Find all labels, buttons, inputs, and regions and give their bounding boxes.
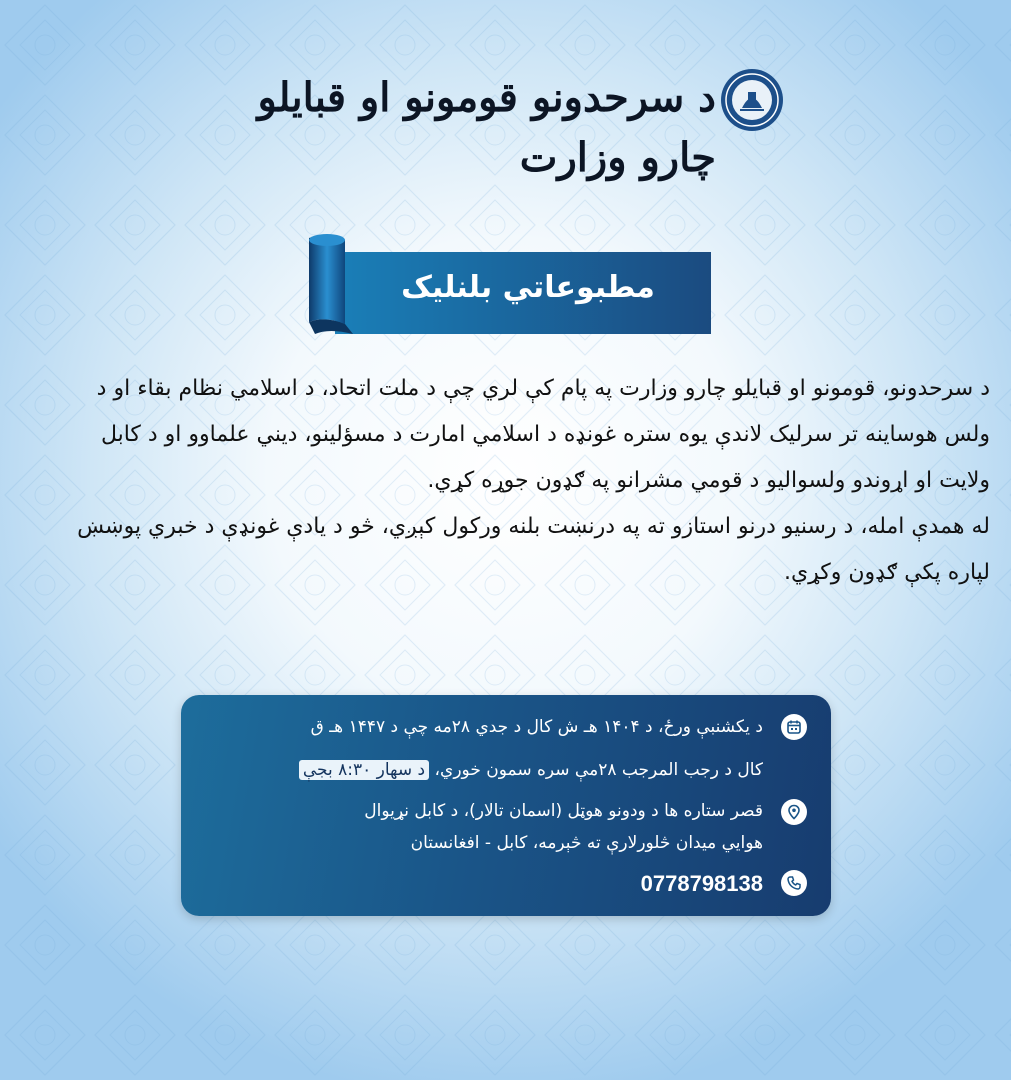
event-location-line-2: هوایي میدان څلورلارې ته څېرمه، کابل - افغانستان [410, 833, 763, 853]
event-time: د سهار ۸:۳۰ بجې [299, 760, 429, 780]
banner-title: مطبوعاتي بلنلیک [401, 270, 655, 305]
ministry-emblem-logo [720, 68, 784, 132]
event-date-line-1: د یکشنبې ورځ، د ۱۴۰۴ هـ ش کال د جدي ۲۸مه چې د ۱۴۴۷ هـ ق [310, 717, 763, 737]
event-location-line-1: قصر ستاره ها د ودونو هوټل (اسمان تالار)، د کابل نړیوال [364, 801, 763, 821]
ministry-name-calligraphy: د سرحدونو قومونو او قبایلو چارو وزارت [257, 74, 716, 181]
event-date-line-2: کال د رجب المرجب ۲۸مې سره سمون خوري، [434, 760, 763, 780]
ministry-header [200, 60, 790, 181]
body-paragraph-1: د سرحدونو، قومونو او قبایلو چارو وزارت په پام کې لري چې د ملت اتحاد، د اسلامي نظام بقاء او د ولس هوساینه تر سرلیک لاندې یوه ستره غونډه د اسلامي امارت د مسؤلینو، دیني علماوو او د کابل ولایت او اړوندو ولسوالیو د قومي مشرانو په ګډون جوړه کړي. [96, 376, 990, 493]
location-pin-icon [781, 799, 807, 825]
event-details-card [181, 695, 831, 916]
event-date-line-2-group [299, 755, 763, 786]
invitation-body [70, 366, 990, 596]
calendar-icon [781, 714, 807, 740]
body-paragraph-2: له همدې امله، د رسنیو درنو استازو ته په درنښت بلنه ورکول کېږي، څو د یادې غونډې د خبري پوښښ لپاره پکې ګډون وکړي. [77, 514, 990, 585]
phone-icon [781, 870, 807, 896]
contact-phone-number[interactable]: 0778798138 [640, 871, 763, 896]
